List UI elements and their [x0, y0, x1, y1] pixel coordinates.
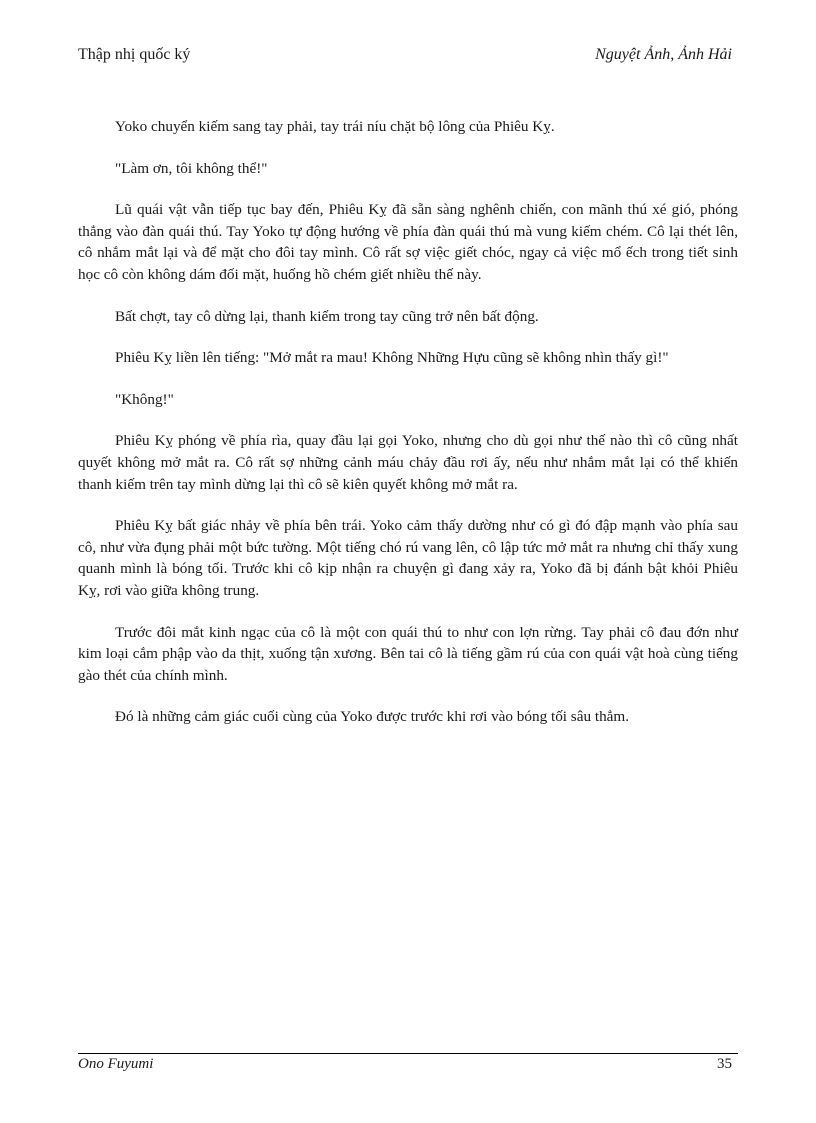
footer-divider: [78, 1053, 738, 1054]
paragraph: Phiêu Kỵ liền lên tiếng: "Mở mắt ra mau! Không Những Hựu cũng sẽ không nhìn thấy gì!": [115, 349, 669, 367]
body-text: [78, 116, 738, 748]
book-title: Thập nhị quốc ký: [78, 46, 191, 63]
paragraph: Phiêu Kỵ phóng về phía rìa, quay đầu lại gọi Yoko, nhưng cho dù gọi như thế nào thì cô cũng nhất quyết không mở mắt ra. Cô rất sợ những cảnh máu chảy đầu rơi ấy, nếu như nhắm mắt lại có thể khiến thanh kiếm trên tay mình dừng lại thì cô sẽ kiên quyết không mở mắt ra.: [78, 432, 738, 493]
page-header: [78, 46, 732, 72]
page-number: 35: [717, 1056, 732, 1072]
paragraph: Phiêu Kỵ bất giác nhảy về phía bên trái. Yoko cảm thấy dường như có gì đó đập mạnh vào phía sau cô, như vừa đụng phải một bức tường. Một tiếng chó rú vang lên, cô lập tức mở mắt ra nhưng chỉ thấy xung quanh mình là bóng tối. Trước khi cô kịp nhận ra chuyện gì đang xảy ra, Yoko đã bị đánh bật khỏi Phiêu Kỵ, rơi vào giữa không trung.: [78, 517, 738, 599]
paragraph: Yoko chuyển kiếm sang tay phải, tay trái níu chặt bộ lông của Phiêu Kỵ.: [115, 118, 555, 135]
paragraph: Bất chợt, tay cô dừng lại, thanh kiếm trong tay cũng trở nên bất động.: [115, 307, 539, 325]
paragraph: Trước đôi mắt kinh ngạc của cô là một con quái thú to như con lợn rừng. Tay phải cô đau đớn như kim loại cắm phập vào da thịt, xuống tận xương. Bên tai cô là tiếng gầm rú của con quái vật hoà cùng tiếng gào thét của chính mình.: [78, 623, 738, 684]
author-name: Ono Fuyumi: [78, 1056, 154, 1072]
paragraph: Lũ quái vật vẫn tiếp tục bay đến, Phiêu Kỵ đã sẵn sàng nghênh chiến, con mãnh thú xé gió, phóng thẳng vào đàn quái thú. Tay Yoko tự động hướng về phía đàn quái thú mà vung kiếm chém. Cô lại thét lên, cô nhắm mắt lại và để mặt cho đôi tay mình. Cô rất sợ việc giết chóc, ngay cả việc mổ ếch trong tiết sinh học cô còn không dám đối mặt, huống hồ chém giết nhiều thế này.: [78, 201, 738, 283]
paragraph: "Làm ơn, tôi không thể!": [115, 159, 268, 177]
page-footer: [78, 1056, 732, 1073]
paragraph: Đó là những cảm giác cuối cùng của Yoko được trước khi rơi vào bóng tối sâu thẳm.: [115, 708, 630, 726]
paragraph: "Không!": [115, 390, 174, 408]
translator-credit: Nguyệt Ảnh, Ảnh Hải: [595, 46, 732, 63]
